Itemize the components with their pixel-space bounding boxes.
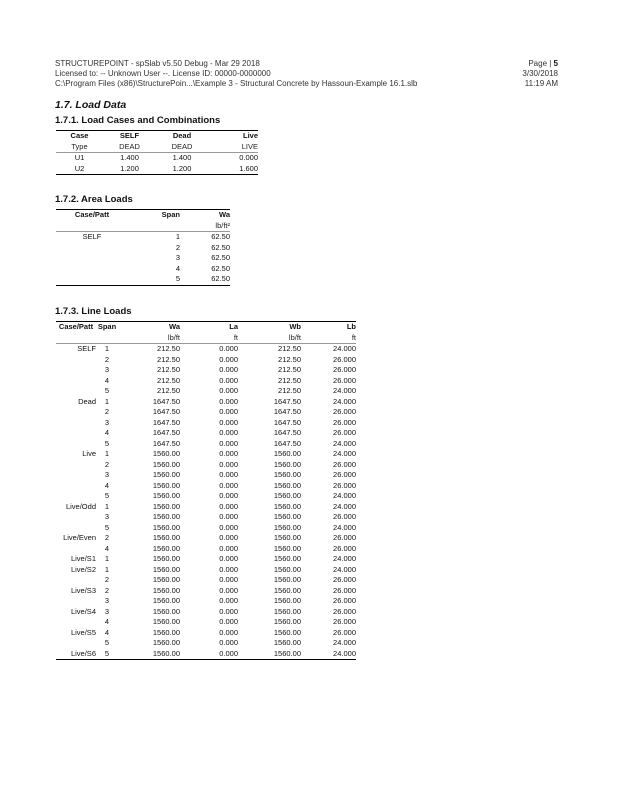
table-cell: 1560.00 [152, 554, 180, 563]
table-cell: 4 [104, 627, 110, 637]
table-cell: 4 [104, 480, 110, 490]
table-cell: 1560.00 [152, 606, 180, 616]
table-row [56, 460, 356, 471]
table-cell: 1560.00 [273, 638, 301, 647]
table-row [56, 439, 356, 450]
table-row [56, 274, 230, 285]
table-cell: 26.000 [333, 617, 356, 626]
table-cell: 0.000 [219, 596, 238, 605]
table-cell: 62.50 [211, 263, 230, 273]
table-cell: 3 [104, 606, 110, 616]
table-row [56, 470, 356, 481]
table-cell: 212.50 [157, 365, 180, 374]
column-header: Case [56, 131, 103, 142]
table-cell: Live/S6 [56, 649, 96, 660]
table-cell: 24.000 [333, 501, 356, 511]
table-row [56, 491, 356, 502]
table-cell: 0.000 [219, 606, 238, 616]
table-cell: Live/Odd [65, 501, 96, 511]
table-cell: 1647.50 [273, 438, 301, 448]
table-cell: 5 [96, 649, 118, 660]
table-cell: 26.000 [333, 596, 356, 605]
table-cell: 1560.00 [152, 533, 180, 542]
table-cell: 0.000 [219, 428, 238, 437]
column-header: Wa [118, 322, 180, 333]
table-cell: 1560.00 [273, 522, 301, 532]
column-header: Span [97, 322, 117, 331]
table-cell: 26.000 [333, 459, 356, 469]
table-cell: 4 [104, 375, 110, 385]
table-cell [56, 470, 96, 481]
table-cell: 0.000 [219, 491, 238, 500]
table-cell: 1560.00 [152, 491, 180, 500]
column-header: Wa [180, 210, 230, 221]
table-row [56, 449, 356, 460]
section-title: 1.7. Load Data [55, 99, 127, 111]
table-row [56, 628, 356, 639]
table-cell: 0.000 [219, 354, 238, 364]
table-cell: 4 [175, 263, 180, 273]
table-cell: U1 [74, 153, 85, 162]
table-cell [56, 418, 96, 429]
table-cell [56, 355, 96, 366]
table-cell [56, 617, 96, 628]
table-cell: 62.50 [211, 232, 230, 241]
table-cell: 1.400 [120, 153, 139, 162]
header-row [56, 210, 230, 221]
table-cell: 24.000 [333, 554, 356, 563]
table-cell: 1560.00 [152, 501, 180, 511]
table-cell [56, 439, 96, 450]
units-cell: lb/ft [118, 333, 180, 344]
load-cases-title: 1.7.1. Load Cases and Combinations [55, 115, 221, 126]
table-row [56, 264, 230, 275]
table-cell: 212.50 [278, 344, 301, 353]
table-cell: 1560.00 [273, 512, 301, 521]
table-row [56, 253, 230, 264]
table-row [56, 232, 230, 243]
table-cell: 1560.00 [238, 649, 301, 660]
table-cell [56, 638, 96, 649]
column-header: SELF [103, 131, 156, 142]
table-cell [56, 407, 96, 418]
table-cell: 5 [104, 491, 110, 500]
table-cell: 2 [104, 459, 110, 469]
table-cell: 0.000 [219, 417, 238, 427]
table-cell [56, 386, 96, 397]
table-cell: 26.000 [333, 375, 356, 385]
table-row [56, 397, 356, 408]
table-cell: 26.000 [333, 627, 356, 637]
line-loads-title: 1.7.3. Line Loads [55, 306, 132, 317]
table-cell: 1560.00 [273, 564, 301, 574]
table-cell: 1 [104, 449, 110, 458]
table-row [56, 575, 356, 586]
page-header-meta [522, 59, 558, 89]
units-cell [56, 333, 96, 344]
table-cell [56, 575, 96, 586]
page-header-info [55, 59, 417, 89]
table-cell [56, 544, 96, 555]
units-cell: ft [180, 333, 238, 344]
table-cell: 212.50 [157, 354, 180, 364]
table-cell: 1560.00 [152, 470, 180, 479]
table-cell: SELF [77, 344, 96, 353]
header-time: 11:19 AM [524, 79, 558, 88]
units-row [56, 333, 356, 344]
table-cell: 1560.00 [152, 543, 180, 553]
table-cell: 0.000 [219, 533, 238, 542]
table-row [56, 533, 356, 544]
table-cell: 1647.50 [273, 428, 301, 437]
page-number-line [522, 59, 558, 69]
table-cell: 1560.00 [152, 617, 180, 626]
table-row [56, 607, 356, 618]
table-cell: 24.000 [333, 396, 356, 406]
table-cell: 2 [104, 407, 110, 416]
table-cell: 24.000 [333, 438, 356, 448]
column-header: Case/Patt [56, 322, 96, 333]
table-cell: 1.200 [103, 164, 156, 175]
table-row [56, 596, 356, 607]
table-cell: Live/S2 [70, 564, 96, 574]
header-row [56, 131, 258, 142]
table-row [56, 428, 356, 439]
table-cell: 24.000 [333, 564, 356, 574]
table-cell: 1560.00 [273, 606, 301, 616]
table-cell: 26.000 [333, 606, 356, 616]
column-header: La [180, 322, 238, 333]
table-cell: 26.000 [333, 533, 356, 542]
table-cell: 1647.50 [152, 417, 180, 427]
table-cell: 1647.50 [152, 438, 180, 448]
table-cell: 1 [104, 564, 110, 574]
table-cell: Live/S4 [70, 606, 96, 616]
table-cell: 0.000 [219, 543, 238, 553]
table-cell: Live [82, 449, 96, 458]
table-cell: 2 [104, 533, 110, 542]
table-cell: 1 [104, 554, 110, 563]
table-cell: 3 [104, 365, 110, 374]
table-cell: 1 [175, 232, 180, 241]
table-cell: 212.50 [278, 365, 301, 374]
table-cell: U2 [56, 164, 103, 175]
table-cell: 1647.50 [273, 396, 301, 406]
table-cell: 1647.50 [152, 428, 180, 437]
table-cell: Live/S5 [70, 627, 96, 637]
table-cell: 24.000 [333, 491, 356, 500]
table-cell: 26.000 [333, 480, 356, 490]
table-cell [56, 253, 128, 264]
column-header: Dead [156, 131, 208, 142]
table-cell [56, 523, 96, 534]
table-cell: 0.000 [219, 386, 238, 395]
table-cell: 212.50 [157, 344, 180, 353]
table-cell [56, 376, 96, 387]
type-cell: Type [56, 142, 103, 153]
table-cell: 1560.00 [273, 575, 301, 584]
table-row [56, 243, 230, 254]
table-row [56, 502, 356, 513]
table-cell: 2 [104, 354, 110, 364]
table-cell: 212.50 [157, 386, 180, 395]
table-cell: 1560.00 [152, 585, 180, 595]
header-program-line: STRUCTUREPOINT - spSlab v5.50 Debug - Mar 29 2018 [55, 59, 260, 68]
table-cell: 2 [175, 242, 180, 252]
table-cell: 62.50 [180, 274, 230, 285]
table-cell: 24.000 [333, 638, 356, 647]
table-cell: 0.000 [219, 585, 238, 595]
table-cell: 1560.00 [152, 627, 180, 637]
header-date: 3/30/2018 [522, 69, 558, 78]
table-cell: 0.000 [219, 512, 238, 521]
table-cell [56, 460, 96, 471]
table-row [56, 481, 356, 492]
area-loads-table [56, 209, 230, 286]
table-cell: 1647.50 [273, 417, 301, 427]
table-cell: 24.000 [333, 522, 356, 532]
table-cell: 3 [104, 596, 110, 605]
column-header: Live [208, 131, 258, 142]
table-cell: 1560.00 [152, 575, 180, 584]
table-cell: 2 [104, 575, 110, 584]
table-cell: 4 [104, 428, 110, 437]
table-cell: 1560.00 [152, 564, 180, 574]
table-cell: 1 [104, 501, 110, 511]
units-cell [56, 221, 128, 232]
table-cell: 0.000 [219, 501, 238, 511]
table-cell: 0.000 [219, 638, 238, 647]
table-row [56, 617, 356, 628]
table-cell: 0.000 [219, 564, 238, 574]
table-cell: 3 [104, 417, 110, 427]
table-cell: 0.000 [219, 365, 238, 374]
table-cell: 24.000 [333, 449, 356, 458]
table-cell: 1560.00 [273, 491, 301, 500]
table-cell: 1647.50 [152, 407, 180, 416]
table-cell: 1560.00 [273, 585, 301, 595]
table-cell: 24.000 [301, 649, 356, 660]
load-cases-table [56, 130, 258, 175]
table-cell: 0.000 [219, 407, 238, 416]
table-cell: 3 [175, 253, 180, 262]
page-number: 5 [553, 59, 558, 68]
table-cell: 1 [104, 396, 110, 406]
table-cell: 1560.00 [273, 459, 301, 469]
table-cell: 212.50 [157, 375, 180, 385]
units-cell [96, 333, 118, 344]
table-row [56, 355, 356, 366]
table-row [56, 365, 356, 376]
table-cell: 0.000 [219, 459, 238, 469]
table-cell: 1647.50 [152, 396, 180, 406]
table-cell [56, 491, 96, 502]
table-cell: 212.50 [278, 354, 301, 364]
table-cell: 3 [104, 512, 110, 521]
table-cell: 1560.00 [152, 480, 180, 490]
table-cell: 5 [128, 274, 180, 285]
table-cell: 0.000 [219, 375, 238, 385]
table-cell [56, 264, 128, 275]
table-cell [56, 512, 96, 523]
table-cell: 24.000 [333, 344, 356, 353]
table-cell [56, 596, 96, 607]
table-cell: 1 [104, 344, 110, 353]
table-cell [56, 481, 96, 492]
table-cell: 212.50 [278, 375, 301, 385]
header-row [56, 322, 356, 333]
table-cell: 1560.00 [273, 470, 301, 479]
table-row [56, 554, 356, 565]
table-cell: SELF [82, 232, 102, 241]
table-cell: 0.000 [219, 449, 238, 458]
column-header: Lb [301, 322, 356, 333]
table-cell: 26.000 [333, 428, 356, 437]
table-cell: 1560.00 [152, 512, 180, 521]
table-cell: 1560.00 [273, 554, 301, 563]
column-header: Wb [238, 322, 301, 333]
table-cell: 0.000 [239, 153, 258, 162]
table-row [56, 407, 356, 418]
table-cell: 3 [104, 470, 110, 479]
type-cell: LIVE [208, 142, 258, 153]
table-cell: 0.000 [219, 627, 238, 637]
table-cell: Live/Even [63, 533, 96, 542]
table-cell: 62.50 [211, 242, 230, 252]
table-cell [56, 274, 128, 285]
table-cell: 26.000 [333, 512, 356, 521]
table-cell: 1560.00 [273, 627, 301, 637]
table-cell: 26.000 [333, 354, 356, 364]
table-row [56, 638, 356, 649]
table-cell: 0.000 [219, 480, 238, 490]
table-cell [56, 243, 128, 254]
table-cell: 2 [104, 585, 110, 595]
type-cell: DEAD [156, 142, 208, 153]
table-cell: 26.000 [333, 417, 356, 427]
table-cell: 1560.00 [273, 617, 301, 626]
line-loads-table [56, 321, 356, 660]
table-row [56, 523, 356, 534]
table-row [56, 164, 258, 175]
type-row [56, 142, 258, 153]
table-cell: 1560.00 [152, 638, 180, 647]
header-license-line: Licensed to: -- Unknown User --. License ID: 00000-0000000 [55, 69, 271, 78]
table-cell: 5 [104, 386, 110, 395]
units-cell: lb/ft² [180, 221, 230, 232]
table-cell: Live/S1 [70, 554, 96, 563]
page-label: Page | [528, 59, 554, 68]
table-cell: Dead [78, 396, 96, 406]
table-cell: 1647.50 [273, 407, 301, 416]
table-cell: 1560.00 [152, 459, 180, 469]
table-row [56, 649, 356, 660]
table-cell: 26.000 [333, 585, 356, 595]
table-cell: 26.000 [333, 543, 356, 553]
table-cell: 0.000 [219, 617, 238, 626]
table-row [56, 418, 356, 429]
table-row [56, 153, 258, 164]
table-cell: 212.50 [278, 386, 301, 395]
area-loads-title: 1.7.2. Area Loads [55, 194, 133, 205]
table-cell: 1560.00 [152, 449, 180, 458]
table-cell: 26.000 [333, 575, 356, 584]
table-cell: 26.000 [333, 470, 356, 479]
table-cell: Live/S3 [70, 585, 96, 595]
units-row [56, 221, 230, 232]
table-cell: 4 [104, 617, 110, 626]
table-cell: 1560.00 [273, 449, 301, 458]
table-cell: 5 [104, 438, 110, 448]
header-file-path: C:\Program Files (x86)\StructurePoin...\Example 3 - Structural Concrete by Hassoun-Example 16.1.slb [55, 79, 418, 88]
table-cell: 0.000 [219, 554, 238, 563]
table-row [56, 512, 356, 523]
table-cell: 0.000 [180, 649, 238, 660]
table-cell: 1560.00 [273, 480, 301, 490]
table-cell: 26.000 [333, 365, 356, 374]
table-cell: 1560.00 [118, 649, 180, 660]
table-row [56, 544, 356, 555]
table-cell: 1560.00 [273, 596, 301, 605]
table-cell [56, 428, 96, 439]
table-cell: 62.50 [211, 253, 230, 262]
table-cell: 1560.00 [152, 522, 180, 532]
table-cell: 1.400 [172, 153, 192, 162]
table-cell: 1.600 [208, 164, 258, 175]
table-cell: 0.000 [219, 522, 238, 532]
table-row [56, 376, 356, 387]
table-cell: 1560.00 [273, 533, 301, 542]
table-cell: 0.000 [219, 575, 238, 584]
table-cell: 0.000 [219, 344, 238, 353]
units-cell: ft [301, 333, 356, 344]
table-cell: 1560.00 [273, 543, 301, 553]
table-cell: 26.000 [333, 407, 356, 416]
table-row [56, 565, 356, 576]
table-cell [56, 365, 96, 376]
table-cell: 24.000 [333, 386, 356, 395]
table-cell: 1560.00 [273, 501, 301, 511]
table-cell: 0.000 [219, 438, 238, 448]
table-cell: 5 [104, 638, 110, 647]
table-cell: 1560.00 [152, 596, 180, 605]
units-cell: lb/ft [238, 333, 301, 344]
units-cell [128, 221, 180, 232]
table-row [56, 386, 356, 397]
table-row [56, 586, 356, 597]
type-cell: DEAD [103, 142, 156, 153]
table-cell: 4 [104, 543, 110, 553]
table-cell: 0.000 [219, 470, 238, 479]
table-cell: 1.200 [156, 164, 208, 175]
column-header: Case/Patt [56, 210, 128, 221]
table-row [56, 344, 356, 355]
column-header: Span [128, 210, 180, 221]
table-cell: 0.000 [219, 396, 238, 406]
table-cell: 5 [104, 522, 110, 532]
